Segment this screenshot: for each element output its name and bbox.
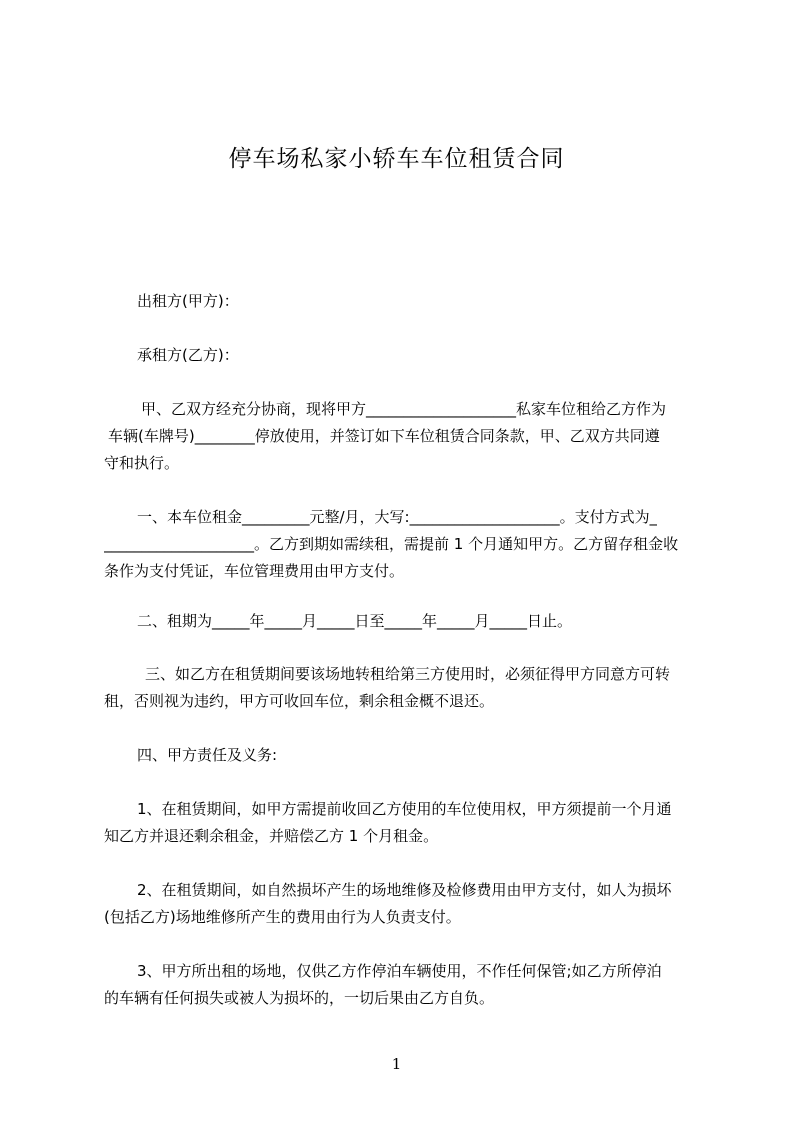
item3-line-2: 的车辆有任何损失或被人为损坏的，一切后果由乙方自负。 bbox=[104, 989, 495, 1007]
clause1-line-1: 一、本车位租金_________元整/月，大写:____________________。支付方式为_ bbox=[137, 508, 658, 526]
lessee-line: 承租方(乙方)： bbox=[137, 346, 239, 364]
clause1-line-2: ____________________。乙方到期如需续租，需提前 1 个月通知甲方。乙方留存租金收 bbox=[104, 535, 679, 553]
item1-line-1: 1、在租赁期间，如甲方需提前收回乙方使用的车位使用权，甲方须提前一个月通 bbox=[137, 800, 672, 818]
item1-line-2: 知乙方并退还剩余租金，并赔偿乙方 1 个月租金。 bbox=[104, 827, 439, 845]
item3-line-1: 3、甲方所出租的场地，仅供乙方作停泊车辆使用，不作任何保管;如乙方所停泊 bbox=[137, 962, 662, 980]
clause3-line-2: 租，否则视为违约，甲方可收回车位，剩余租金概不退还。 bbox=[104, 692, 495, 710]
lessor-line: 出租方(甲方)： bbox=[137, 292, 239, 310]
clause2-line: 二、租期为_____年_____月_____日至_____年_____月_____日止。 bbox=[137, 612, 573, 630]
item2-line-1: 2、在租赁期间，如自然损坏产生的场地维修及检修费用由甲方支付，如人为损坏 bbox=[137, 881, 672, 899]
item2-line-2: (包括乙方)场地维修所产生的费用由行为人负责支付。 bbox=[104, 908, 461, 926]
page-title: 停车场私家小轿车车位租赁合同 bbox=[228, 146, 565, 172]
page-number: 1 bbox=[391, 1055, 402, 1073]
clause4-heading: 四、甲方责任及义务: bbox=[137, 746, 278, 764]
clause3-line-1: 三、如乙方在租赁期间要该场地转租给第三方使用时，必须征得甲方同意方可转 bbox=[145, 665, 671, 683]
intro-line-3: 守和执行。 bbox=[104, 454, 180, 472]
intro-line-1: 甲、乙双方经充分协商，现将甲方____________________私家车位租给乙方作为 bbox=[141, 400, 667, 418]
intro-line-2: 车辆(车牌号)________停放使用，并签订如下车位租赁合同条款，甲、乙双方共同遵 bbox=[108, 427, 660, 445]
clause1-line-3: 条作为支付凭证，车位管理费用由甲方支付。 bbox=[104, 562, 405, 580]
